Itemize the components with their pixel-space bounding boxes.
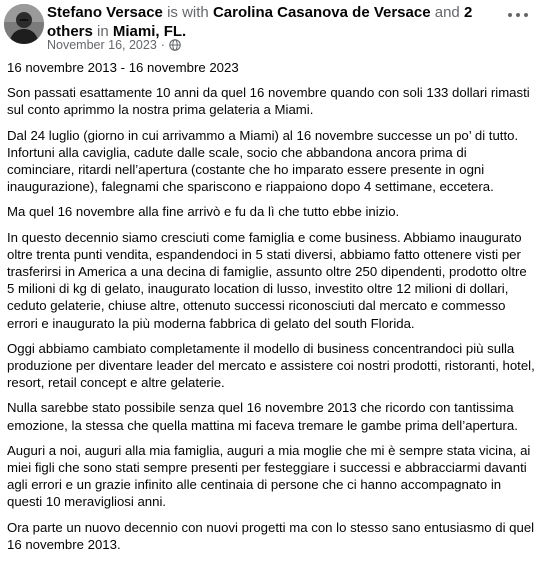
location-suffix: . [182, 23, 187, 40]
post-paragraph: Ma quel 16 novembre alla fine arrivò e fu da lì che tutto ebbe inizio. [7, 204, 400, 220]
dot [516, 13, 520, 17]
with-text: is with [167, 4, 209, 21]
post-paragraph: In questo decennio siamo cresciuti come famiglia e come business. Abbiamo inaugurato oltre trenta punti vendita, espandendoci in 5 stati diversi, abbiamo fatto ottenere visti per trasferirsi in America a una decina di famiglie, assunto oltre 250 dipendenti, prodotto oltre 5 milioni di kg di gelato, inaugurato location di lusso, investito oltre 12 milioni di dollari, ceduto gelaterie, chiuse altre, ottenuto successi riconosciuti dal mercato e commesso errori e inaugurato la più moderna fabbrica di gelato del south Florida. [7, 229, 527, 331]
location-name: Miami, FL [112, 23, 183, 40]
dot [524, 13, 528, 17]
author-name[interactable]: Stefano Versace [47, 4, 163, 21]
meta-separator: · [160, 38, 165, 52]
and-text: and [434, 4, 460, 21]
post-paragraph: Ora parte un nuovo decennio con nuovi progetti ma con lo stesso sano entusiasmo di quel 16 novembre 2013. [7, 519, 535, 552]
post-paragraph: Son passati esattamente 10 anni da quel 16 novembre quando con soli 133 dollari rimasti sul conto aprimmo la nostra prima gelateria a Miami. [7, 85, 530, 118]
avatar-photo [4, 4, 44, 44]
post-meta [47, 38, 181, 52]
post-header [0, 0, 540, 56]
post-date[interactable]: November 16, 2023 [47, 38, 157, 52]
post-body [7, 59, 537, 561]
tagged-person[interactable]: Carolina Casanova de Versace [212, 4, 431, 21]
post-paragraph: Oggi abbiamo cambiato completamente il modello di business concentrandoci più sulla produzione per diventare leader del mercato e assistere coi nostri prodotti, ristoranti, hotel, resort, retail concept e altre gelaterie. [7, 340, 535, 391]
post-paragraph: Dal 24 luglio (giorno in cui arrivammo a Miami) al 16 novembre successe un po’ di tutto. Infortuni alla caviglia, cadute dalle scale, socio che abbandona ancora prima di cominciare, ritardi nell’apertura (costante che ho imparato essere presente in ogni inaugurazione), falegnami che spariscono e riappaiono dopo 4 settimane, eccetera. [7, 127, 519, 195]
dot [508, 13, 512, 17]
post-paragraph-dates: 16 novembre 2013 - 16 novembre 2023 [7, 60, 239, 75]
ellipsis-icon[interactable] [508, 9, 528, 21]
in-text: in [97, 23, 109, 40]
globe-icon[interactable] [169, 39, 181, 51]
post-paragraph: Nulla sarebbe stato possibile senza quel 16 novembre 2013 che ricordo con tantissima emozione, la stessa che quella mattina mi faceva tremare le gambe prima dell’apertura. [7, 400, 518, 433]
post-author-line [47, 3, 487, 41]
post-paragraph: Auguri a noi, auguri alla mia famiglia, auguri a mia moglie che mi è sempre stata vicina, ai miei figli che sono stati sempre presenti per festeggiare i successi e abbracciarmi davanti agli errori e un grazie infinito alle centinaia di persone che ci hanno accompagnato in questi 10 meravigliosi anni. [7, 442, 531, 510]
avatar[interactable] [4, 4, 44, 44]
tagged-others[interactable]: 2 others [47, 4, 473, 40]
